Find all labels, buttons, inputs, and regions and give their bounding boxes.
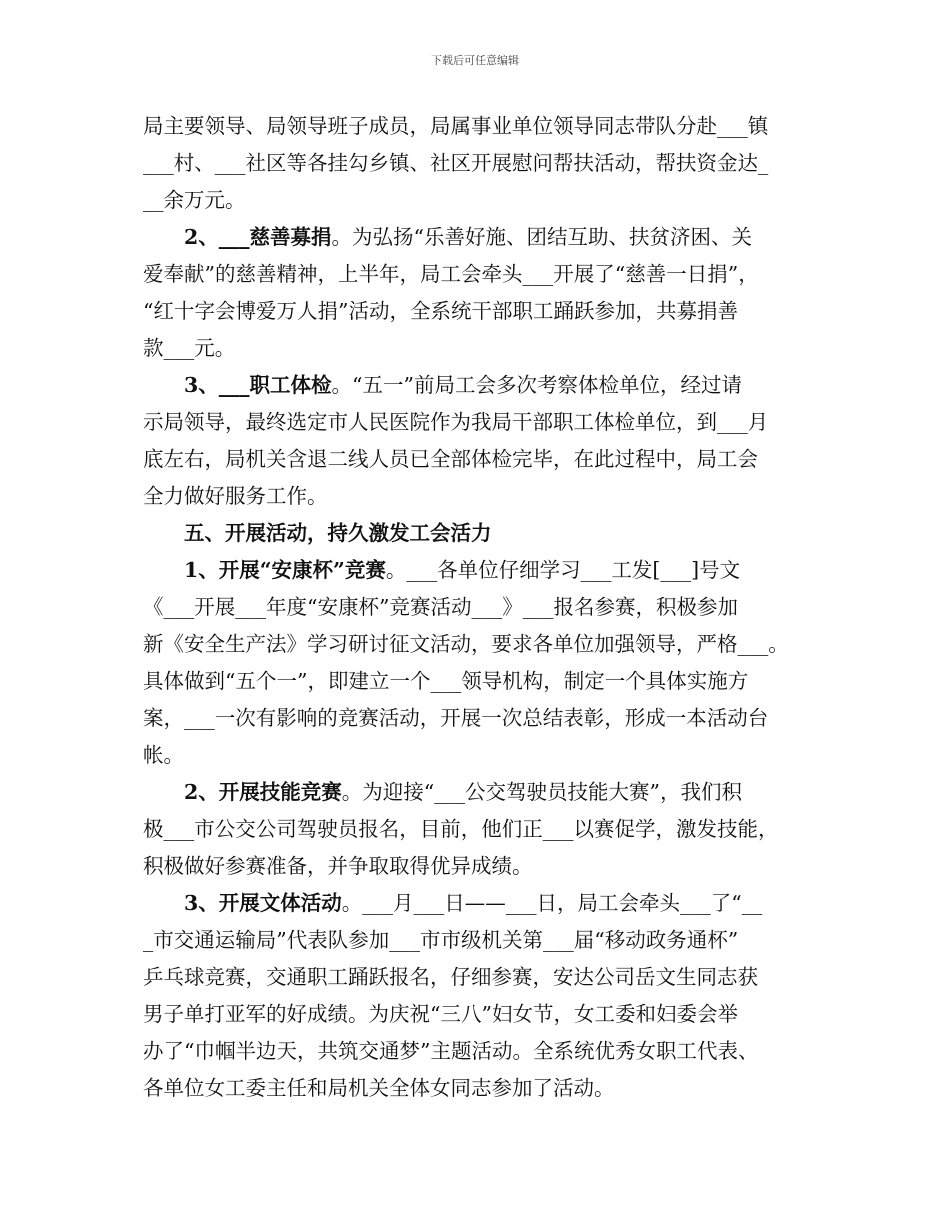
text-line: 具体做到“五个一”，即建立一个___领导机构，制定一个具体实施方 [143, 669, 749, 693]
item-heading: 1、开展“安康杯”竞赛 [184, 558, 386, 582]
text-line: 积极做好参赛准备，并争取取得优异成绩。 [143, 854, 533, 878]
item-heading: 2、开展技能竞赛 [184, 780, 342, 804]
text-line: 新《安全生产法》学习研讨征文活动，要求各单位加强领导，严格___。 [143, 632, 789, 656]
page-header: 下载后可任意编辑 [431, 54, 519, 67]
paragraph-start-culture: 3、开展文体活动。___月___日——___日，局工会牵头___了“__ [184, 891, 763, 915]
text-line: 各单位女工委主任和局机关全体女同志参加了活动。 [143, 1076, 615, 1100]
text-line: 局主要领导、局领导班子成员，局属事业单位领导同志带队分赴___镇 [143, 114, 769, 138]
document-body [143, 108, 828, 1107]
item-heading: 2、___慈善募捐 [184, 225, 332, 249]
text-line: “红十字会博爱万人捐”活动，全系统干部职工踊跃参加，共募捐善 [143, 299, 738, 323]
text-line: ___村、___社区等各挂勾乡镇、社区开展慰问帮扶活动，帮扶资金达_ [143, 151, 769, 175]
text-line: __余万元。 [143, 188, 246, 212]
text-line: 案，___一次有影响的竞赛活动，开展一次总结表彰，形成一本活动台 [143, 706, 769, 730]
item-heading: 3、开展文体活动 [184, 891, 342, 915]
text-line: 乒乓球竞赛，交通职工踊跃报名，仔细参赛，安达公司岳文生同志获 [143, 965, 758, 989]
text-line: 示局领导，最终选定市人民医院作为我局干部职工体检单位，到___月 [143, 410, 769, 434]
text-line: 《___开展___年度“安康杯”竞赛活动___》___报名参赛，积极参加 [143, 595, 738, 619]
paragraph-start-checkup: 3、___职工体检。“五一”前局工会多次考察体检单位，经过请 [184, 373, 742, 397]
section-heading: 五、开展活动，持久激发工会活力 [184, 521, 492, 545]
paragraph-start-charity: 2、___慈善募捐。为弘扬“乐善好施、团结互助、扶贫济困、关 [184, 225, 752, 249]
item-heading: 3、___职工体检 [184, 373, 332, 397]
text-line: 办了“巾帼半边天，共筑交通梦”主题活动。全系统优秀女职工代表、 [143, 1039, 759, 1063]
text-line: _市交通运输局”代表队参加___市市级机关第___届“移动政务通杯” [143, 928, 739, 952]
text-line: 帐。 [143, 743, 184, 767]
paragraph-start-ankang: 1、开展“安康杯”竞赛。___各单位仔细学习___工发[___]号文 [184, 558, 741, 582]
text-line: 全力做好服务工作。 [143, 484, 328, 508]
text-line: 款___元。 [143, 336, 236, 360]
text-line: 男子单打亚军的好成绩。为庆祝“三八”妇女节，女工委和妇委会举 [143, 1002, 738, 1026]
text-line: 爱奉献”的慈善精神，上半年，局工会牵头___开展了“慈善一日捐”， [143, 262, 759, 286]
paragraph-start-skills: 2、开展技能竞赛。为迎接“___公交驾驶员技能大赛”，我们积 [184, 780, 742, 804]
text-line: 极___市公交公司驾驶员报名，目前，他们正___以赛促学，激发技能， [143, 817, 779, 841]
text-line: 底左右，局机关含退二线人员已全部体检完毕，在此过程中，局工会 [143, 447, 758, 471]
